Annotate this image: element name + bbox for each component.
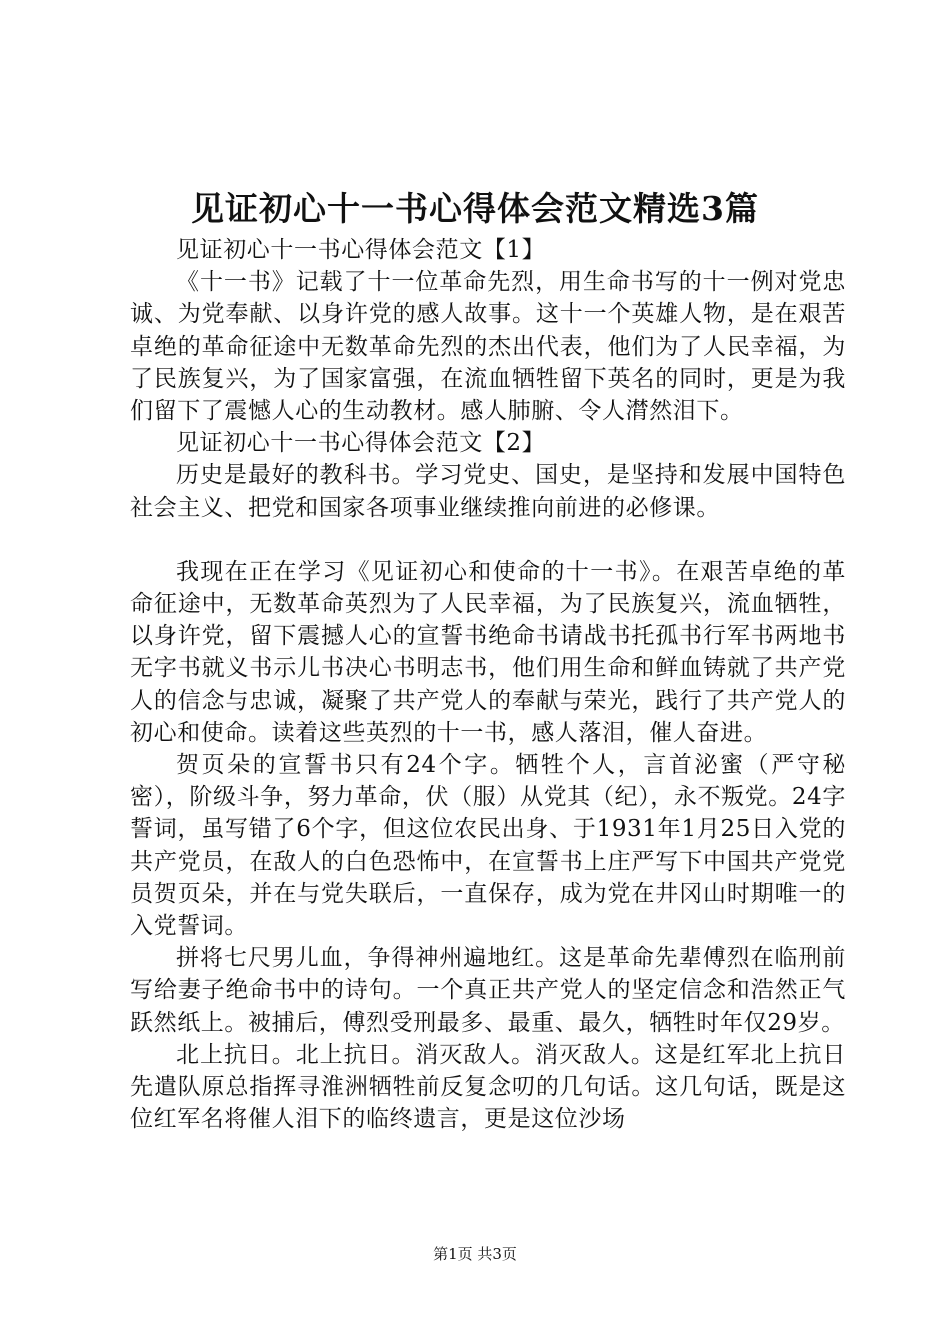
body-paragraph: 拼将七尺男儿血，争得神州遍地红。这是革命先辈傅烈在临刑前写给妻子绝命书中的诗句。一个真正共产党人的坚定信念和浩然正气跃然纸上。被捕后，傅烈受刑最多、最重、最久，牺牲时年仅29岁。 — [130, 945, 846, 1036]
document-body — [130, 234, 846, 1135]
body-paragraph: 我现在正在学习《见证初心和使命的十一书》。在艰苦卓绝的革命征途中，无数革命英烈为了人民幸福，为了民族复兴，流血牺牲，以身许党，留下震撼人心的宣誓书绝命书请战书托孤书行军书两地书无字书就义书示儿书决心书明志书，他们用生命和鲜血铸就了共产党人的信念与忠诚，凝聚了共产党人的奉献与荣光，践行了共产党人的初心和使命。读着这些英烈的十一书，感人落泪，催人奋进。 — [130, 558, 846, 746]
body-paragraph: 北上抗日。北上抗日。消灭敌人。消灭敌人。这是红军北上抗日先遣队原总指挥寻淮洲牺牲前反复念叨的几句话。这几句话，既是这位红军名将催人泪下的临终遗言，更是这位沙场 — [130, 1041, 846, 1133]
page-number-footer: 第1页 共3页 — [433, 1245, 517, 1263]
document-title: 见证初心十一书心得体会范文精选3篇 — [191, 189, 759, 228]
section-heading-2: 见证初心十一书心得体会范文【2】 — [176, 430, 546, 457]
body-paragraph: 贺页朵的宣誓书只有24个字。牺牲个人，言首泌蜜（严守秘密），阶级斗争，努力革命，伏（服）从党其（纪），永不叛党。24字誓词，虽写错了6个字，但这位农民出身、于1931年1月25日入党的共产党员，在敌人的白色恐怖中，在宣誓书上庄严写下中国共产党党员贺页朵，并在与党失联后，一直保存，成为党在井冈山时期唯一的入党誓词。 — [130, 752, 846, 940]
body-paragraph: 历史是最好的教科书。学习党史、国史，是坚持和发展中国特色社会主义、把党和国家各项事业继续推向前进的必修课。 — [130, 462, 846, 521]
body-paragraph: 《十一书》记载了十一位革命先烈，用生命书写的十一例对党忠诚、为党奉献、以身许党的感人故事。这十一个英雄人物，是在艰苦卓绝的革命征途中无数革命先烈的杰出代表，他们为了人民幸福，为了民族复兴，为了国家富强，在流血牺牲留下英名的同时，更是为我们留下了震憾人心的生动教材。感人肺腑、令人潸然泪下。 — [130, 269, 846, 425]
section-heading-1: 见证初心十一书心得体会范文【1】 — [176, 237, 546, 263]
